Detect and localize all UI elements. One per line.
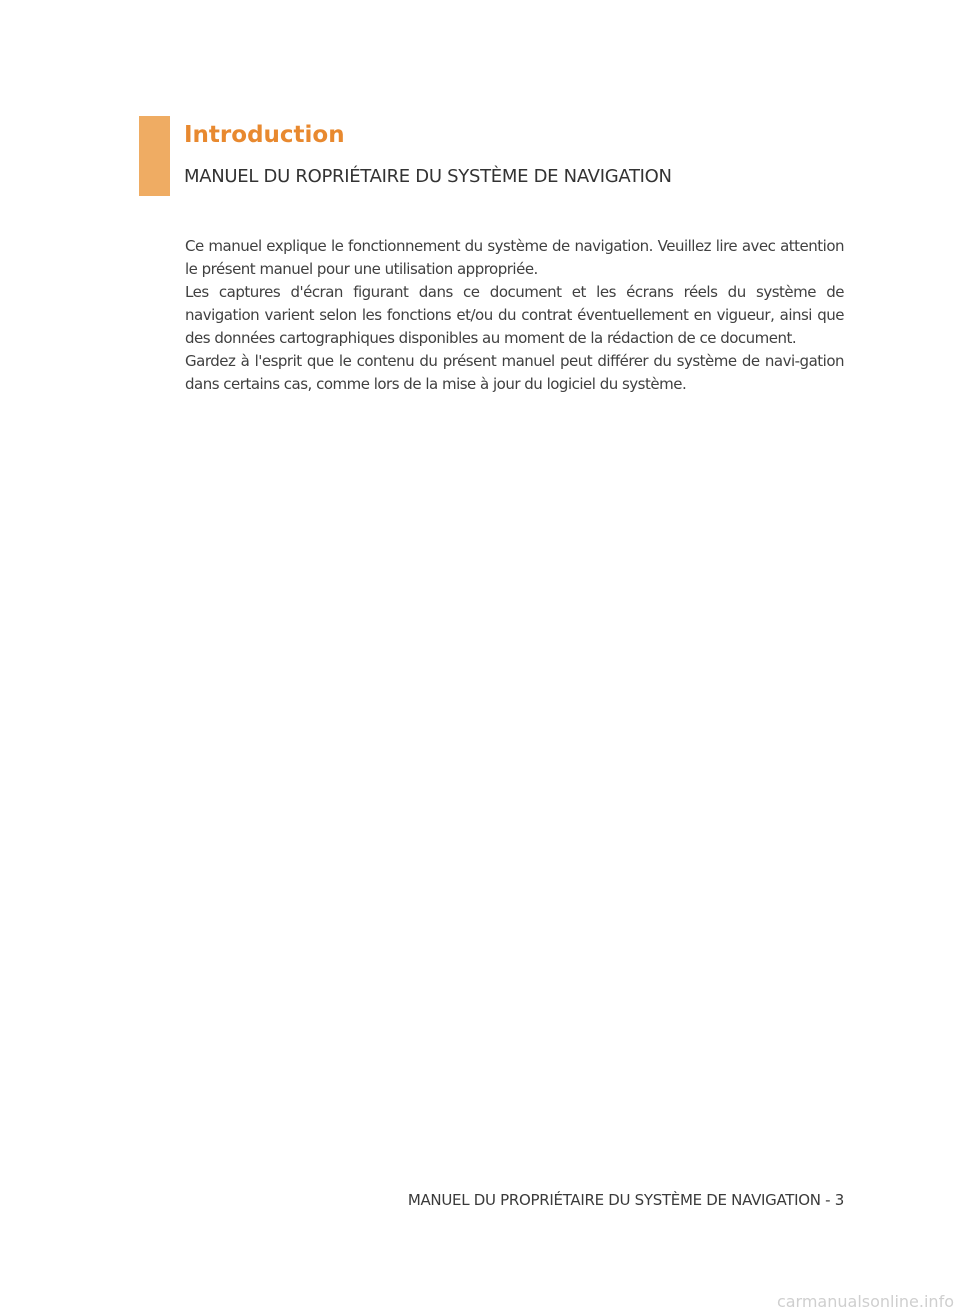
section-title: Introduction — [184, 122, 345, 148]
body-paragraph: Les captures d'écran figurant dans ce document et les écrans réels du système de navigation varient selon les fonctions et/ou du contrat éventuellement en vigueur, ainsi que des données cartographiques disponibles au moment de la rédaction de ce document. — [185, 283, 844, 347]
body-paragraph: Ce manuel explique le fonctionnement du système de navigation. Veuillez lire avec attention le présent manuel pour une utilisation appropriée. — [185, 237, 844, 278]
body-text — [185, 235, 844, 396]
section-accent-bar — [139, 116, 170, 196]
body-paragraph: Gardez à l'esprit que le contenu du présent manuel peut différer du système de navi-gation dans certains cas, comme lors de la mise à jour du logiciel du système. — [185, 352, 844, 393]
page-footer: MANUEL DU PROPRIÉTAIRE DU SYSTÈME DE NAVIGATION - 3 — [407, 1191, 844, 1209]
section-subtitle: MANUEL DU ROPRIÉTAIRE DU SYSTÈME DE NAVIGATION — [184, 166, 672, 187]
site-watermark: carmanualsonline.info — [776, 1292, 954, 1311]
